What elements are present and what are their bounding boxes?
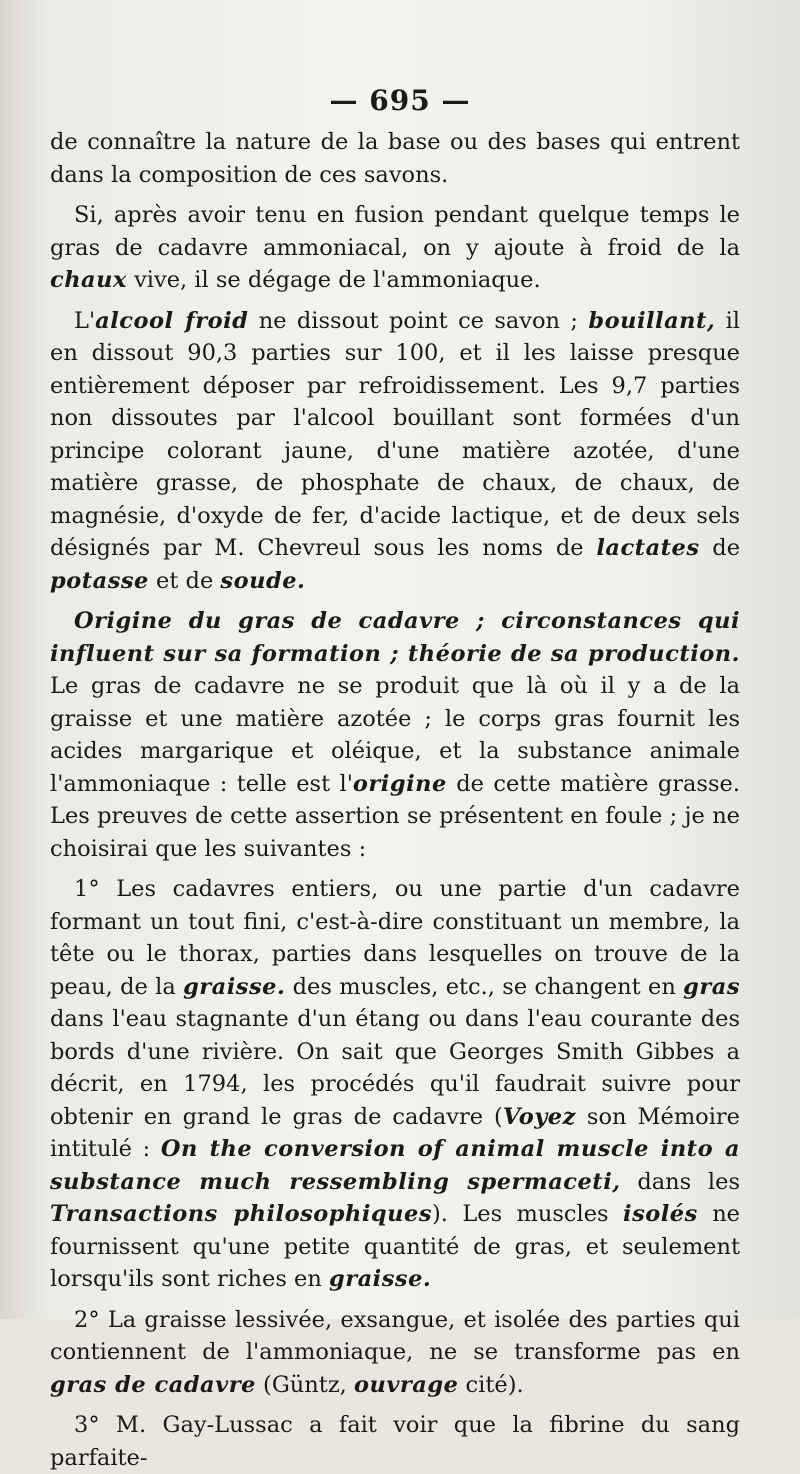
page-body: [50, 126, 740, 1474]
emphasized-text: ouvrage: [353, 1371, 459, 1398]
text-run: il en dissout 90,3 parties sur 100, et il les laisse presque entièrement déposer par refroidissement. Les 9,7 parties non dissoutes par l'alcool bouillant sont formées d'un principe colorant jaune, d'une matière azotée, d'une matière grasse, de phosphate de chaux, de chaux, de magnésie, d'oxyde de fer, d'acide lactique, et de deux sels désignés par M. Chevreul sous les noms de: [50, 307, 740, 561]
text-run: des muscles, etc., se changent en: [285, 973, 684, 1000]
emphasized-text: gras de cadavre: [50, 1371, 256, 1398]
text-run: ). Les muscles: [432, 1201, 624, 1227]
text-run: de: [699, 535, 741, 561]
emphasized-text: graisse.: [183, 973, 286, 1000]
text-run: ne dissout point ce savon ;: [248, 307, 589, 334]
page-number: — 695 —: [329, 84, 471, 117]
emphasized-text: chaux: [50, 267, 127, 293]
text-run: son Mémoire intitulé :: [50, 1103, 740, 1162]
text-run: cité).: [458, 1371, 524, 1398]
emphasized-text: Voyez: [502, 1103, 576, 1130]
text-run: vive, il se dégage de l'ammoniaque.: [126, 267, 541, 293]
emphasized-text: Origine du gras de cadavre ; circonstances qui influent sur sa formation ; théorie de sa production.: [50, 608, 740, 667]
paragraph-point-3: [50, 1409, 740, 1474]
paragraph-origine: [50, 605, 740, 865]
text-run: Si, après avoir tenu en fusion pendant quelque temps le gras de cadavre ammoniacal, on y ajoute à froid de la: [50, 202, 740, 261]
emphasized-text: potasse: [50, 567, 149, 594]
text-run: de cette matière grasse. Les preuves de cette assertion se présentent en foule ; je ne choisirai que les suivantes :: [50, 770, 740, 862]
paragraph-chaux: [50, 199, 740, 297]
emphasized-text: soude.: [220, 567, 306, 594]
text-run: 1° Les cadavres entiers, ou une partie d'un cadavre formant un tout fini, c'est-à-dire constituant un membre, la tête ou le thorax, parties dans lesquelles on trouve de la peau, de la: [50, 876, 740, 1000]
text-run: dans les: [620, 1168, 740, 1195]
emphasized-text: Transactions philosophiques: [50, 1201, 432, 1227]
text-run: (Güntz,: [255, 1371, 354, 1398]
emphasized-text: isolés: [623, 1201, 698, 1227]
emphasized-text: graisse.: [329, 1266, 432, 1292]
paragraph-continuation: [50, 126, 740, 191]
text-run: L': [74, 307, 96, 334]
text-run: Le gras de cadavre ne se produit que là où il y a de la graisse et une matière azotée ; le corps gras fournit les acides margarique et oléique, et la substance animale l'ammoniaque : telle est l': [50, 673, 740, 797]
emphasized-text: bouillant,: [588, 307, 716, 334]
emphasized-text: alcool froid: [95, 307, 249, 334]
text-run: ne fournissent qu'une petite quantité de gras, et seulement lorsqu'ils sont riches en: [50, 1201, 740, 1292]
text-run: de connaître la nature de la base ou des bases qui entrent dans la composition de ces savons.: [50, 129, 740, 188]
emphasized-text: On the conversion of animal muscle into a substance much ressembling spermaceti,: [50, 1136, 740, 1195]
paragraph-alcool: [50, 305, 740, 598]
text-run: dans l'eau stagnante d'un étang ou dans l'eau courante des bords d'une rivière. On sait que Georges Smith Gibbes a décrit, en 1794, les procédés qu'il faudrait suivre pour obtenir en grand le gras de cadavre (: [50, 1006, 740, 1130]
paragraph-point-1: [50, 873, 740, 1296]
emphasized-text: lactates: [596, 535, 700, 561]
text-run: 2° La graisse lessivée, exsangue, et isolée des parties qui contiennent de l'ammoniaque, ne se transforme pas en: [50, 1306, 740, 1365]
text-run: 3° M. Gay-Lussac a fait voir que la fibrine du sang parfaite-: [50, 1412, 740, 1471]
emphasized-text: origine: [352, 770, 447, 797]
emphasized-text: gras: [683, 973, 741, 1000]
text-run: et de: [148, 567, 221, 594]
paragraph-point-2: [50, 1304, 740, 1402]
